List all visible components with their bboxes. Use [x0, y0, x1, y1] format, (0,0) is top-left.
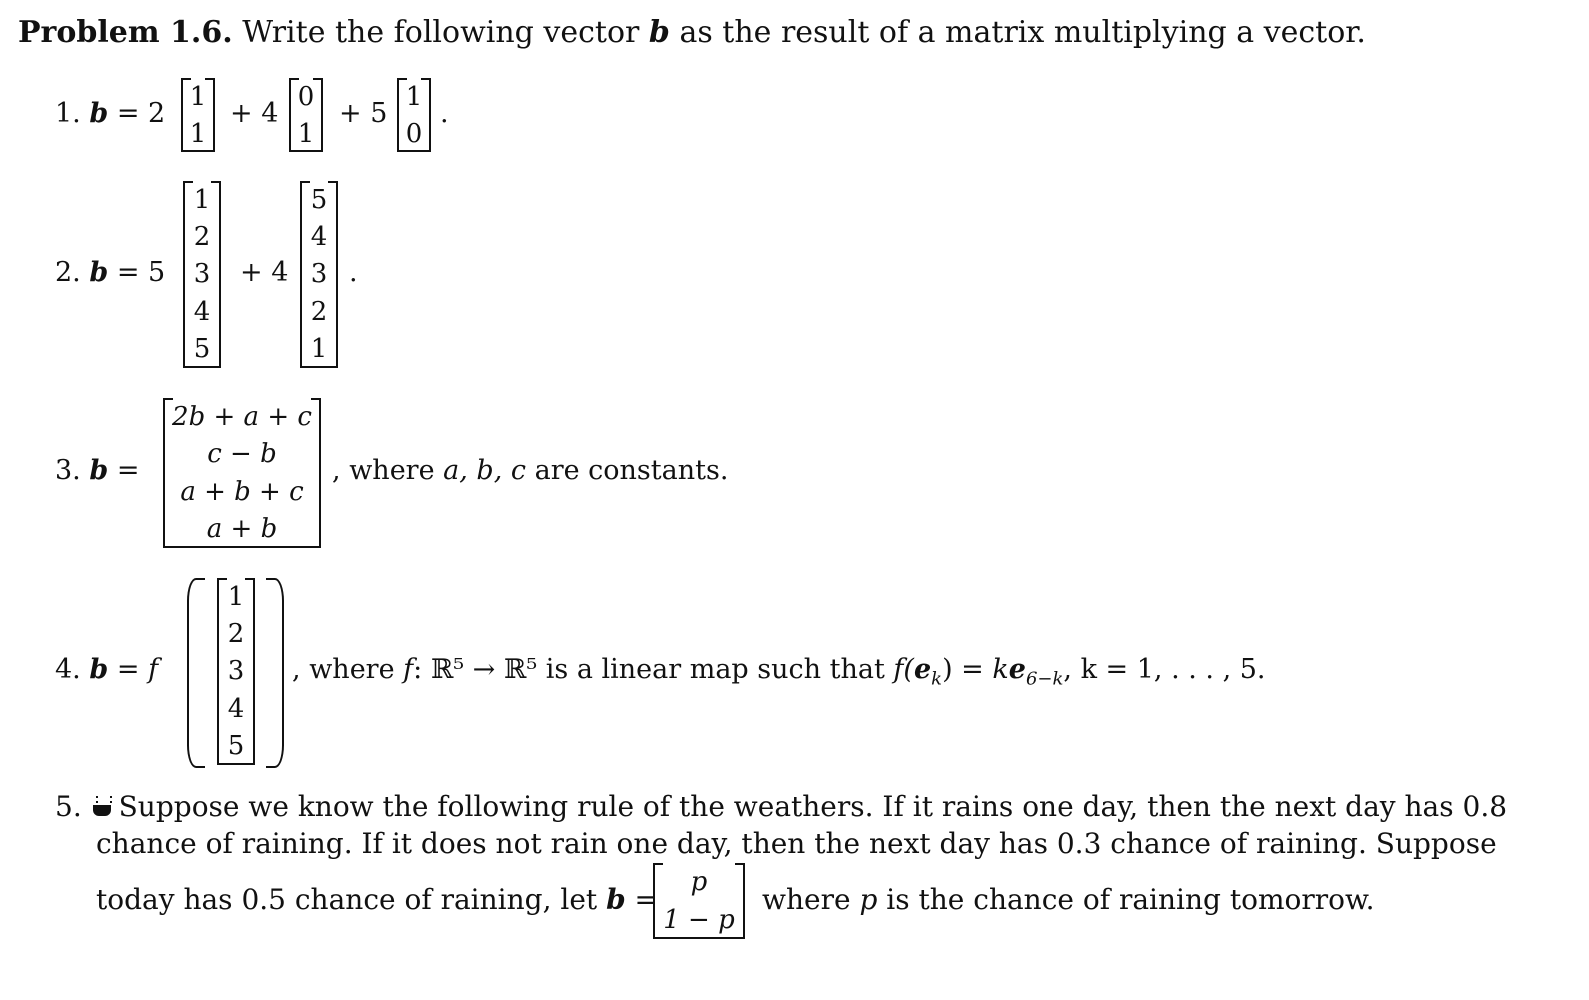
item4-where: where — [309, 654, 395, 685]
item3-b: b — [89, 455, 109, 486]
item1-v2-1: 1 — [297, 118, 315, 149]
item3-vector — [163, 398, 321, 548]
item1-v1-0: 1 — [189, 81, 207, 112]
item4-mid: is a linear map such that — [545, 654, 885, 685]
item4-v-2: 3 — [227, 656, 245, 687]
problem-heading — [18, 15, 1366, 50]
item1-prefix — [55, 100, 165, 127]
item4-vector — [217, 578, 255, 765]
item3-where: where — [349, 455, 435, 486]
item4-number: 4. — [55, 654, 81, 685]
item1-plus5: + 5 — [339, 98, 388, 129]
item2-b: b — [89, 257, 109, 288]
item5-vector — [653, 863, 745, 939]
item4-eq: = — [116, 654, 140, 685]
item5-line3-post — [762, 883, 1375, 916]
vector-b: b — [648, 15, 670, 50]
item1-vector-3 — [397, 78, 431, 152]
item2-vector-1 — [183, 181, 221, 368]
item2-v2-3: 2 — [310, 296, 328, 327]
item4-e6: e — [1008, 654, 1026, 685]
item3-v-0: 2b + a + c — [172, 401, 312, 432]
item4-fe: f( — [893, 654, 914, 685]
item1-v3-0: 1 — [405, 81, 423, 112]
item1-v1-1: 1 — [189, 118, 207, 149]
item2-end: . — [349, 257, 358, 288]
item2-v2-2: 3 — [310, 259, 328, 290]
item1-vector-1 — [181, 78, 215, 152]
item2-v1-2: 3 — [193, 259, 211, 290]
item4-map: : ℝ⁵ → ℝ⁵ — [413, 654, 538, 685]
item5-p: p — [859, 883, 878, 916]
item2-prefix — [55, 259, 165, 286]
item4-ek-sub: k — [931, 668, 943, 690]
item1-v3-1: 0 — [405, 118, 423, 149]
item3-number: 3. — [55, 455, 81, 486]
item2-eq: = 5 — [116, 257, 166, 288]
item3-constants: a, b, c — [443, 455, 526, 486]
item4-e6-sub: 6−k — [1025, 668, 1064, 690]
item1-b: b — [89, 98, 109, 129]
item2-v1-3: 4 — [193, 296, 211, 327]
item4-right-paren — [266, 578, 284, 768]
item5-line3-pre — [96, 883, 659, 916]
item2-vector-2 — [300, 181, 338, 368]
item4-krange: , k = 1, . . . , 5. — [1063, 654, 1266, 685]
item3-v-1: c − b — [207, 439, 277, 470]
item5-v-0: p — [690, 867, 708, 897]
item4-v-0: 1 — [227, 581, 245, 612]
item1-vector-2 — [289, 78, 323, 152]
item2-v1-1: 2 — [193, 222, 211, 253]
item5-text-line2: chance of raining. If it does not rain one day, then the next day has 0.3 chance of raining. Suppose — [96, 827, 1497, 860]
item3-prefix — [55, 457, 139, 484]
problem-statement-pre: Write the following vector — [242, 15, 640, 50]
item4-prefix — [55, 656, 158, 683]
item5-text-line3-pre: today has 0.5 chance of raining, let — [96, 883, 598, 916]
item3-tail: are constants. — [534, 455, 729, 486]
item5-where: where — [762, 883, 851, 916]
item3-v-3: a + b — [206, 514, 278, 545]
item4-close: ) = — [942, 654, 984, 685]
item4-ek: e — [913, 654, 932, 685]
item4-v-4: 5 — [227, 731, 245, 762]
item2-v2-1: 4 — [310, 222, 328, 253]
item4-left-paren — [187, 578, 205, 768]
item5-tail: is the chance of raining tomorrow. — [886, 883, 1375, 916]
item4-v-3: 4 — [227, 693, 245, 724]
item5-line2 — [96, 827, 1497, 860]
item4-suffix — [292, 656, 1266, 688]
item2-v1-4: 5 — [193, 334, 211, 365]
item5-eq: = — [634, 883, 659, 916]
item1-v2-0: 0 — [297, 81, 315, 112]
item5-line1 — [55, 790, 1508, 823]
item5-number: 5. — [55, 790, 82, 823]
item2-v1-0: 1 — [193, 184, 211, 215]
item3-v-2: a + b + c — [180, 476, 304, 507]
item4-k: k — [992, 654, 1009, 685]
item5-b: b — [606, 883, 626, 916]
item3-suffix — [332, 457, 728, 484]
item1-plus4: + 4 — [230, 98, 279, 129]
item4-v-1: 2 — [227, 619, 245, 650]
problem-statement-post: as the result of a matrix multiplying a vector. — [679, 15, 1366, 50]
item2-plus4: + 4 — [240, 257, 289, 288]
item2-number: 2. — [55, 257, 81, 288]
item1-end: . — [440, 98, 449, 129]
item2-v2-4: 1 — [310, 334, 328, 365]
problem-title: Problem 1.6. — [18, 15, 233, 50]
item4-f2: f — [403, 654, 414, 685]
item4-b: b — [89, 654, 109, 685]
item4-comma: , — [292, 654, 301, 685]
item4-f: f — [148, 654, 159, 685]
item5-v-1: 1 − p — [663, 905, 735, 935]
item3-comma: , — [332, 455, 341, 486]
item3-eq: = — [116, 455, 140, 486]
item5-text-line1: Suppose we know the following rule of the weathers. If it rains one day, then the next day has 0.8 — [118, 790, 1508, 823]
item1-eq: = 2 — [116, 98, 166, 129]
item1-number: 1. — [55, 98, 81, 129]
coffee-cup-icon — [91, 796, 117, 818]
item2-v2-0: 5 — [310, 184, 328, 215]
